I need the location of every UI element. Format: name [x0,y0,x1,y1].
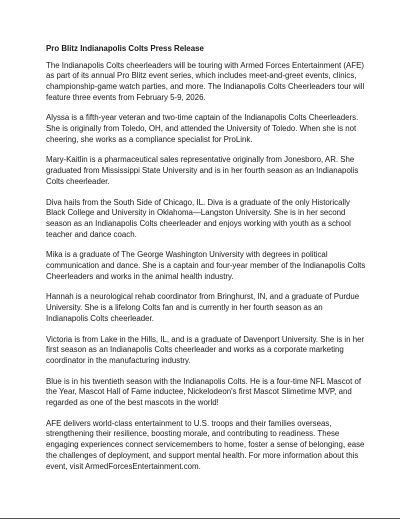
paragraph-mary-kaitlin: Mary-Kaitlin is a pharmaceutical sales representative originally from Jonesboro, AR. She graduated from Mississippi State University and is in her fourth season as an Indianapolis Colts cheerleader. [46,155,359,186]
document-title: Pro Blitz Indianapolis Colts Press Release [46,44,204,53]
paragraph-victoria: Victoria is from Lake in the Hills, IL, and is a graduate of Davenport University. She is in her first season as an Indianapolis Colts cheerleader and works as a corporate marketing coordinator in the manufacturing industry. [46,334,365,365]
paragraph-alyssa: Alyssa is a fifth-year veteran and two-time captain of the Indianapolis Colts Cheerleaders. She is originally from Toledo, OH, and attended the University of Toledo. When she is not cheering, she works as a compliance specialist for ProLink. [46,113,359,144]
paragraph-diva: Diva hails from the South Side of Chicago, IL. Diva is a graduate of the only Historically Black College and University in Oklahoma—Langston University. She is in her second season as an Indianapolis Colts cheerleader and enjoys working with youth as a school teacher and dance coach. [46,197,351,239]
document-body [46,44,366,472]
paragraph-blue: Blue is in his twentieth season with the Indianapolis Colts. He is a four-time NFL Mascot of the Year, Mascot Hall of Fame inductee, Nickelodeon's first Mascot Slimetime MVP, and regarded as one of the best mascots in the world! [46,376,362,408]
page-bottom-divider [0,518,400,519]
paragraph-hannah: Hannah is a neurological rehab coordinator from Bringhurst, IN, and a graduate of Purdue University. She is a lifelong Colts fan and is currently in her fourth season as an Indianapolis Colts cheerleader. [46,292,360,323]
paragraph-tour-intro: The Indianapolis Colts cheerleaders will be touring with Armed Forces Entertainment (AFE) as part of its annual Pro Blitz event series, which includes meet-and-greet events, clinics, championship-game watch parties, and more. The Indianapolis Colts Cheerleaders tour will feature three events from February 5-9, 2026. [46,60,365,102]
paragraph-mika: Mika is a graduate of The George Washington University with degrees in political communication and dance. She is a captain and four-year member of the Indianapolis Colts Cheerleaders and works in the animal health industry. [46,250,366,281]
paragraph-afe-about: AFE delivers world-class entertainment to U.S. troops and their families overseas, strengthening their resilience, boosting morale, and contributing to readiness. These engaging experiences connect servicemembers to home, foster a sense of belonging, ease the challenges of deployment, and support mental health. For more information about this event, visit ArmedForcesEntertainment.com. [46,418,365,471]
